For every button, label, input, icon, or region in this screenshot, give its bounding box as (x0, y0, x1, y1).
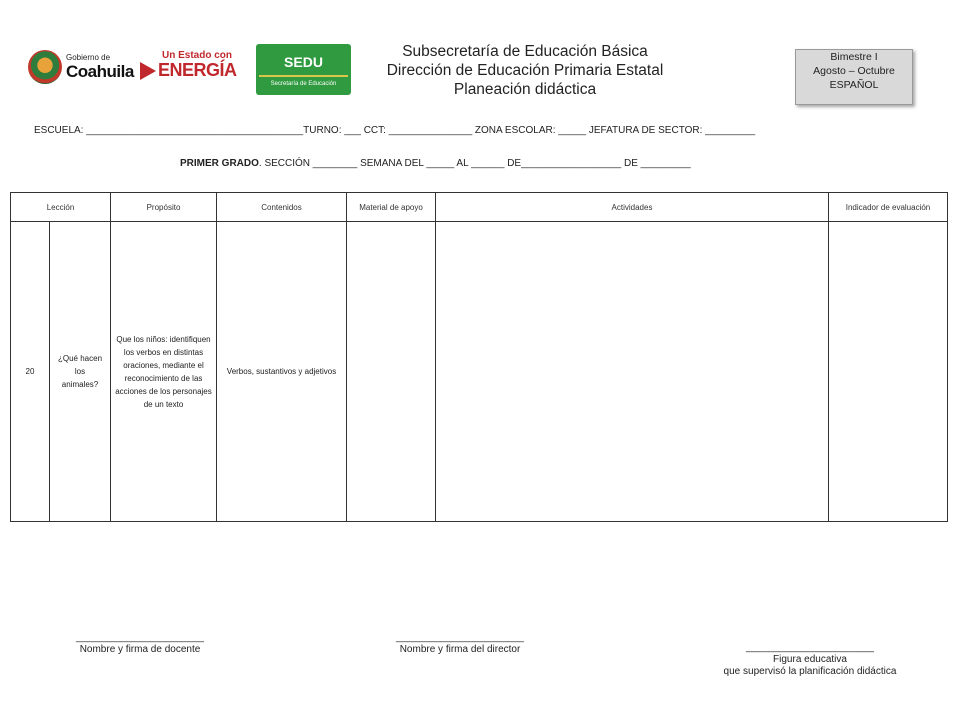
signature-label-2: que supervisó la planificación didáctica (723, 666, 897, 677)
header-actividades: Actividades (611, 202, 653, 212)
bimestre-box (795, 49, 913, 105)
sedu-logo-title: SEDU (284, 54, 323, 70)
row-lesson-number: 20 (25, 367, 35, 376)
bimestre-months: Agosto – Octubre (813, 65, 895, 77)
energia-arrow-icon (140, 62, 156, 80)
header-contenidos: Contenidos (261, 202, 302, 212)
signature-docente (50, 632, 230, 656)
header-line-1: Subsecretaría de Educación Básica (402, 43, 648, 60)
signature-label: Nombre y firma de docente (79, 644, 201, 655)
section-week-fields: . SECCIÓN ________ SEMANA DEL _____ AL ______ DE__________________ DE _________ (258, 158, 691, 169)
row-activities-cell[interactable] (436, 222, 828, 521)
sedu-logo-subtitle: Secretaría de Educación (270, 81, 337, 87)
signature-line: _______________________ (746, 642, 874, 653)
grade-label: PRIMER GRADO (180, 158, 259, 169)
header-indicador: Indicador de evaluación (845, 202, 931, 212)
signature-director (370, 632, 550, 656)
header-proposito: Propósito (146, 202, 181, 212)
coahuila-logo-small-text: Gobierno de (66, 53, 111, 62)
coahuila-logo (28, 50, 132, 88)
header-line-2: Dirección de Educación Primaria Estatal (386, 62, 664, 79)
planning-table (10, 192, 948, 522)
signature-figura-educativa (690, 642, 930, 678)
row-contents: Verbos, sustantivos y adjetivos (226, 367, 337, 376)
estado-energia-logo (140, 50, 240, 90)
sedu-logo (256, 44, 351, 95)
header-material: Material de apoyo (359, 202, 423, 212)
signature-line: _______________________ (396, 632, 524, 643)
coahuila-logo-big-text: Coahuila (66, 62, 134, 81)
page-header (360, 42, 690, 99)
signature-line: _______________________ (76, 632, 204, 643)
row-evaluation-cell[interactable] (829, 222, 947, 521)
signature-label: Figura educativa (773, 654, 847, 665)
signature-label: Nombre y firma del director (399, 644, 521, 655)
row-lesson-title: ¿Qué hacen los animales? (57, 354, 103, 389)
coahuila-seal-icon (28, 50, 62, 84)
grade-section-line (180, 158, 691, 169)
sedu-logo-divider (259, 75, 348, 77)
energia-logo-small-text: Un Estado con (162, 50, 233, 61)
bimestre-subject: ESPAÑOL (829, 79, 879, 91)
header-leccion: Lección (46, 202, 75, 212)
bimestre-label: Bimestre I (830, 51, 878, 63)
school-info-line: ESCUELA: _______________________________________TURNO: ___ CCT: _______________ ZONA ESCOLAR: _____ JEFATURA DE SECTOR: _________ (34, 125, 756, 136)
energia-logo-big-text: ENERGÍA (158, 60, 237, 80)
header-line-3: Planeación didáctica (453, 81, 597, 98)
row-material-cell[interactable] (347, 222, 435, 521)
row-purpose: Que los niños: identifiquen los verbos en distintas oraciones, mediante el reconocimiento de las acciones de los personajes de un texto (115, 334, 212, 409)
